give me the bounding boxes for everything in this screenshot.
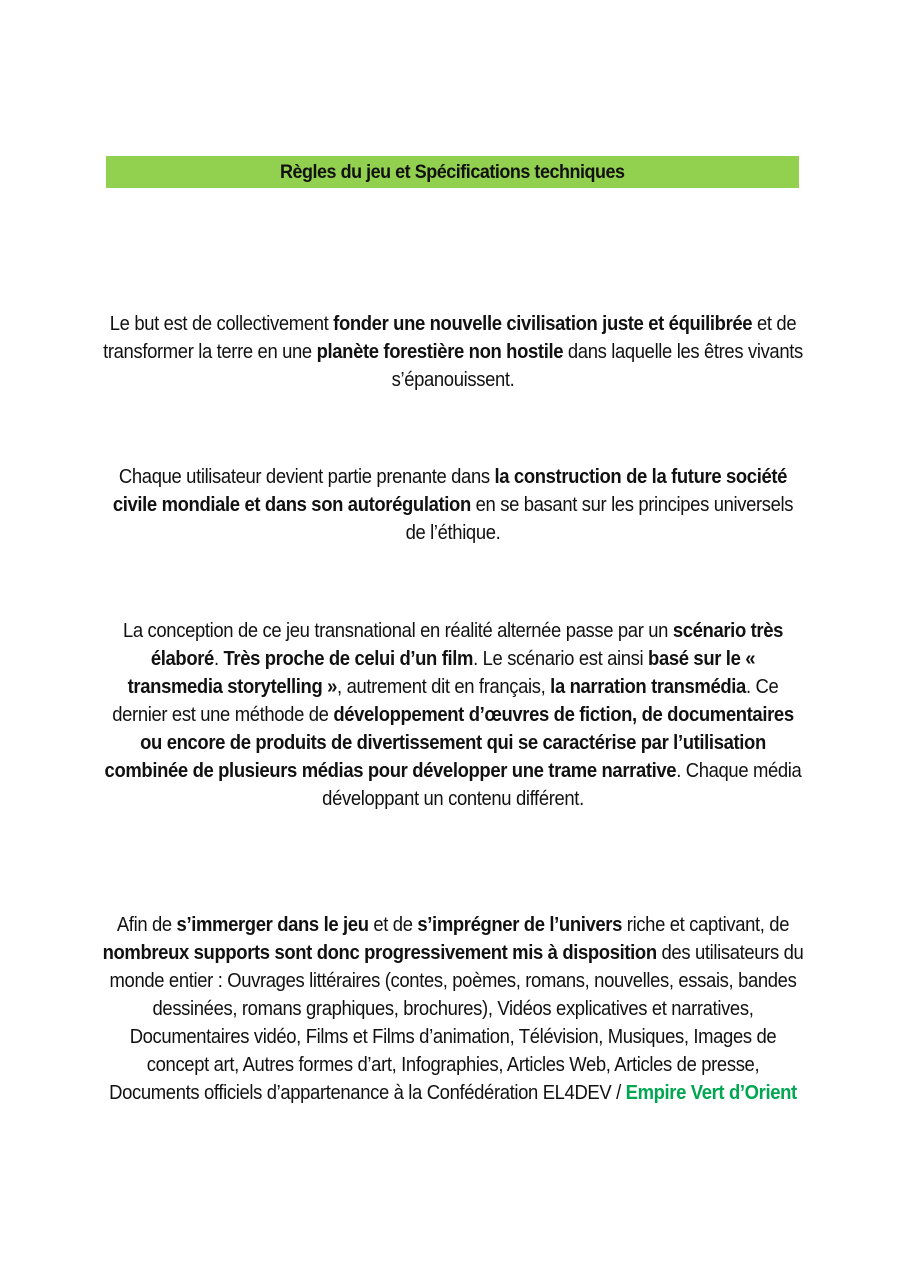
text-segment: Afin de xyxy=(116,913,177,936)
text-segment: et de xyxy=(368,913,418,936)
paragraph-participation xyxy=(100,463,805,547)
text-segment: , autrement dit en français, xyxy=(337,675,551,698)
text-segment: et de transformer la terre en une xyxy=(103,312,797,363)
page-title: Règles du jeu et Spécifications techniques xyxy=(280,160,625,183)
text-segment: Chaque utilisateur devient partie prenante dans xyxy=(118,465,495,488)
bold-segment: la construction de la future société civile mondiale et dans son autorégulation xyxy=(112,465,788,516)
bold-segment: la narration transmédia xyxy=(550,675,746,698)
bold-segment: nombreux supports sont donc progressivement mis à disposition xyxy=(102,941,657,964)
empire-vert-orient-link: Empire Vert d’Orient xyxy=(625,1081,797,1104)
text-segment: . Le scénario est ainsi xyxy=(473,647,649,670)
text-segment: . xyxy=(213,647,224,670)
bold-segment: planète forestière non hostile xyxy=(316,340,564,363)
bold-segment: développement d’œuvres de fiction, de documentaires ou encore de produits de divertissement qui se caractérise par l’utilisation combinée de plusieurs médias pour développer une trame narrative xyxy=(104,703,794,782)
bold-segment: basé sur le « transmedia storytelling » xyxy=(127,647,756,698)
text-segment: Le but est de collectivement xyxy=(109,312,334,335)
bold-segment: scénario très élaboré xyxy=(150,619,784,670)
text-segment: . Ce dernier est une méthode de xyxy=(112,675,779,726)
paragraph-media-supports xyxy=(100,911,805,1107)
text-segment: des utilisateurs du monde entier : Ouvrages littéraires (contes, poèmes, romans, nouvelles, essais, bandes dessinées, romans graphiques, brochures), Vidéos explicatives et narratives, Documentaires vidéo, Films et Films d’animation, Télévision, Musiques, Images de concept art, Autres formes d’art, Infographies, Articles Web, Articles de presse, Documents officiels d’appartenance à la Confédération EL4DEV / xyxy=(109,941,804,1104)
title-banner xyxy=(106,156,799,188)
text-segment: en se basant sur les principes universels de l’éthique. xyxy=(405,493,794,544)
text-segment: dans laquelle les êtres vivants s’épanouissent. xyxy=(391,340,803,391)
bold-segment: fonder une nouvelle civilisation juste et équilibrée xyxy=(333,312,753,335)
text-segment: riche et captivant, de xyxy=(622,913,790,936)
text-segment: . Chaque média développant un contenu différent. xyxy=(322,759,802,810)
bold-segment: s’immerger dans le jeu xyxy=(176,913,369,936)
bold-segment: s’imprégner de l’univers xyxy=(417,913,623,936)
text-segment: La conception de ce jeu transnational en réalité alternée passe par un xyxy=(122,619,673,642)
paragraph-goal xyxy=(100,310,805,394)
paragraph-scenario xyxy=(100,617,805,813)
bold-segment: Très proche de celui d’un film xyxy=(223,647,474,670)
